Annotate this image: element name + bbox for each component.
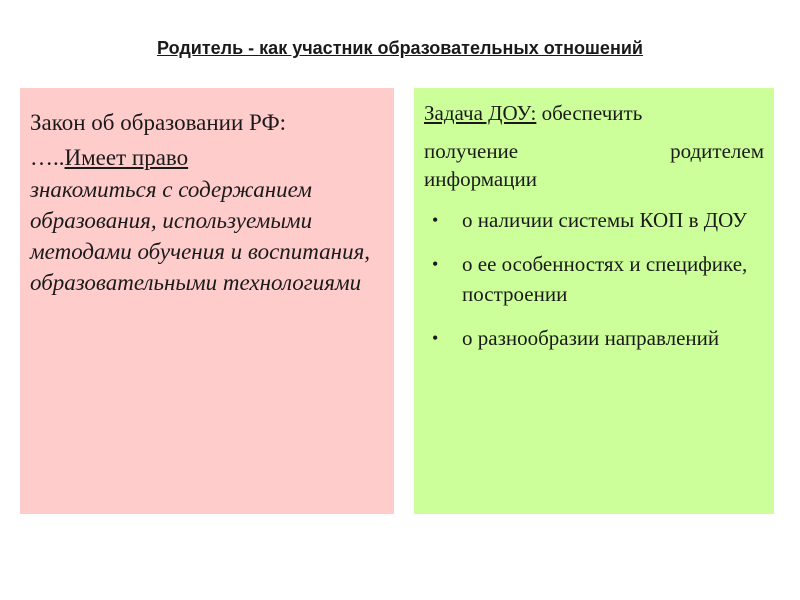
bullet-text: о разнообразии направлений bbox=[462, 326, 720, 350]
task-text: обеспечить bbox=[536, 101, 643, 125]
law-body: знакомиться с содержанием образования, используемыми методами обучения и воспитания, образовательными технологиями bbox=[30, 177, 371, 295]
law-panel bbox=[20, 88, 394, 514]
right-statement bbox=[30, 142, 384, 174]
bullet-icon: • bbox=[432, 210, 439, 230]
task-panel bbox=[414, 88, 774, 514]
bullet-text: о наличии системы КОП в ДОУ bbox=[462, 208, 747, 232]
right-phrase: Имеет право bbox=[64, 145, 189, 170]
ellipsis-prefix: ….. bbox=[30, 145, 65, 170]
task-heading bbox=[424, 98, 764, 128]
info-bullet-list bbox=[424, 205, 764, 353]
task-label: Задача ДОУ: bbox=[424, 101, 537, 125]
bullet-text: о ее особенностях и специфике, построении bbox=[462, 252, 748, 306]
slide-title: Родитель - как участник образовательных отношений bbox=[157, 38, 643, 58]
bullet-item bbox=[424, 205, 764, 235]
bullet-item bbox=[424, 323, 764, 353]
task-line-3: информации bbox=[424, 167, 537, 191]
task-line-2: получение родителем bbox=[424, 139, 764, 163]
bullet-icon: • bbox=[432, 328, 439, 348]
bullet-item bbox=[424, 249, 764, 309]
law-heading: Закон об образовании РФ: bbox=[30, 110, 287, 135]
bullet-icon: • bbox=[432, 254, 439, 274]
